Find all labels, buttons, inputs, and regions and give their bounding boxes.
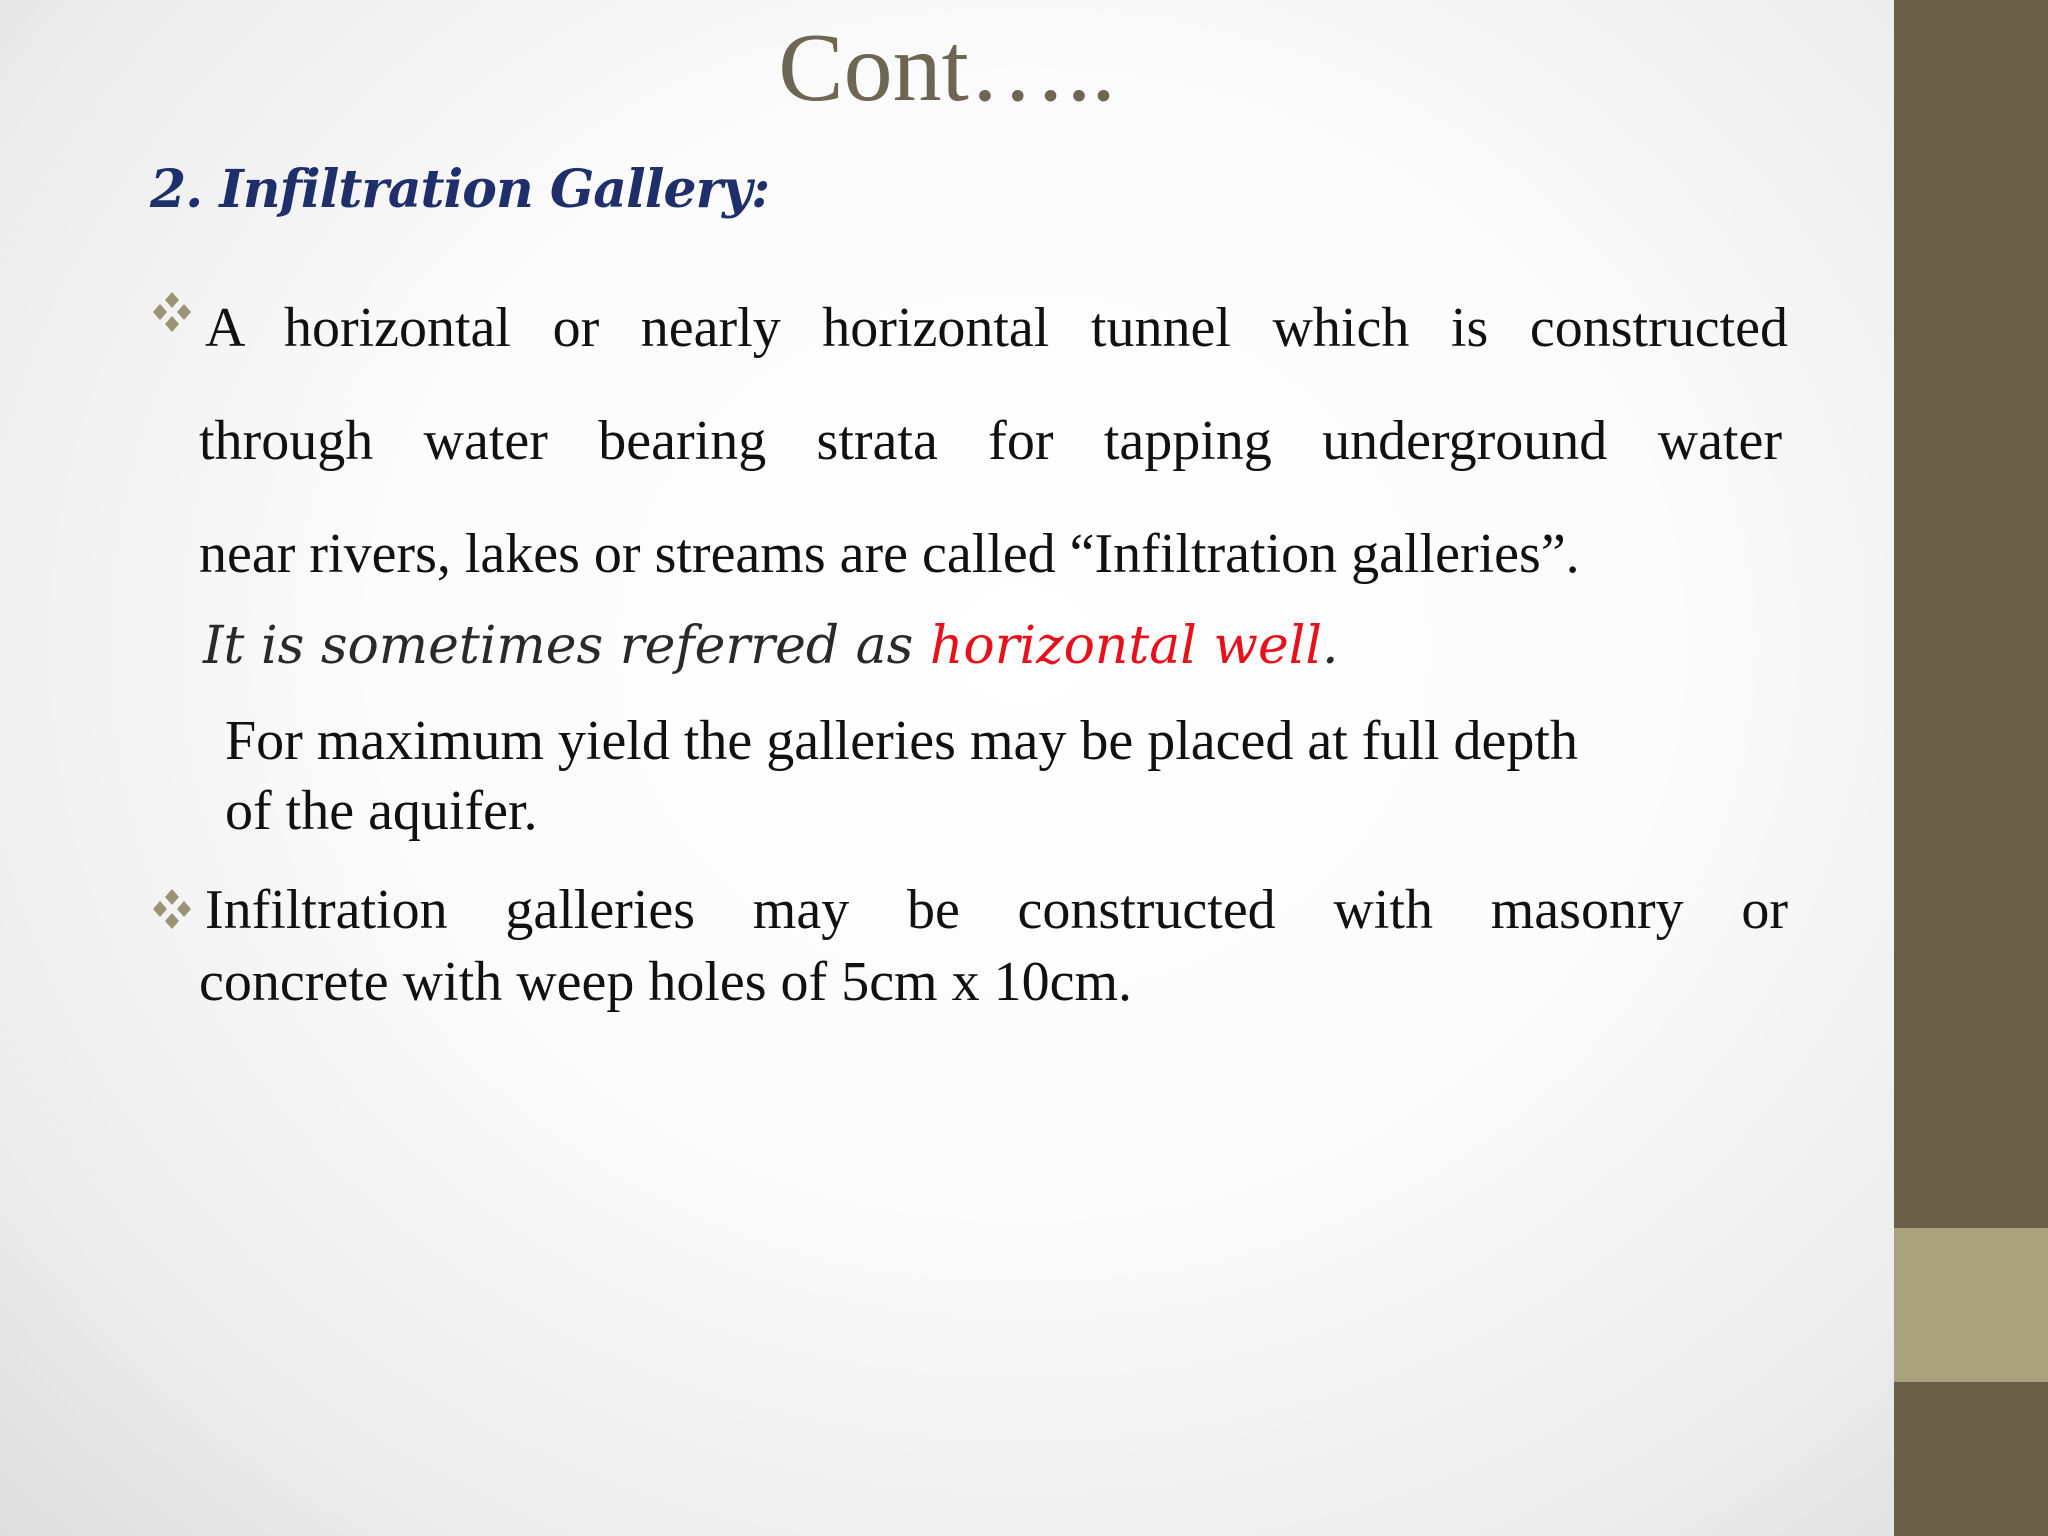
- bullet-2-line-2: concrete with weep holes of 5cm x 10cm.: [199, 951, 1133, 1013]
- bullet-2-text: [199, 874, 1788, 1018]
- bullet-1-line-1: A horizontal or nearly horizontal tunnel which is constructed: [205, 297, 1788, 359]
- note-highlight: horizontal well: [929, 616, 1322, 676]
- sidebar-accent-block: [1894, 1228, 2048, 1382]
- bullet-1-line-3: near rivers, lakes or streams are called “Infiltration galleries”.: [199, 523, 1580, 585]
- yield-line-2: of the aquifer.: [225, 780, 538, 842]
- horizontal-well-note: [203, 606, 1339, 686]
- bullet-2-line-1: Infiltration galleries may be constructed with masonry or: [205, 879, 1788, 941]
- note-suffix: .: [1321, 616, 1339, 676]
- diamond-cluster-icon: [150, 887, 194, 938]
- yield-line-1: For maximum yield the galleries may be placed at full depth: [225, 710, 1578, 772]
- bullet-1-text: [199, 272, 1788, 611]
- note-prefix: It is sometimes referred as: [203, 616, 930, 676]
- yield-paragraph: [225, 706, 1785, 846]
- slide-title: Cont…..: [778, 14, 1116, 122]
- diamond-cluster-icon: [150, 290, 194, 341]
- bullet-1-line-2: through water bearing strata for tapping underground water: [199, 410, 1782, 472]
- section-heading: 2. Infiltration Gallery:: [150, 159, 770, 220]
